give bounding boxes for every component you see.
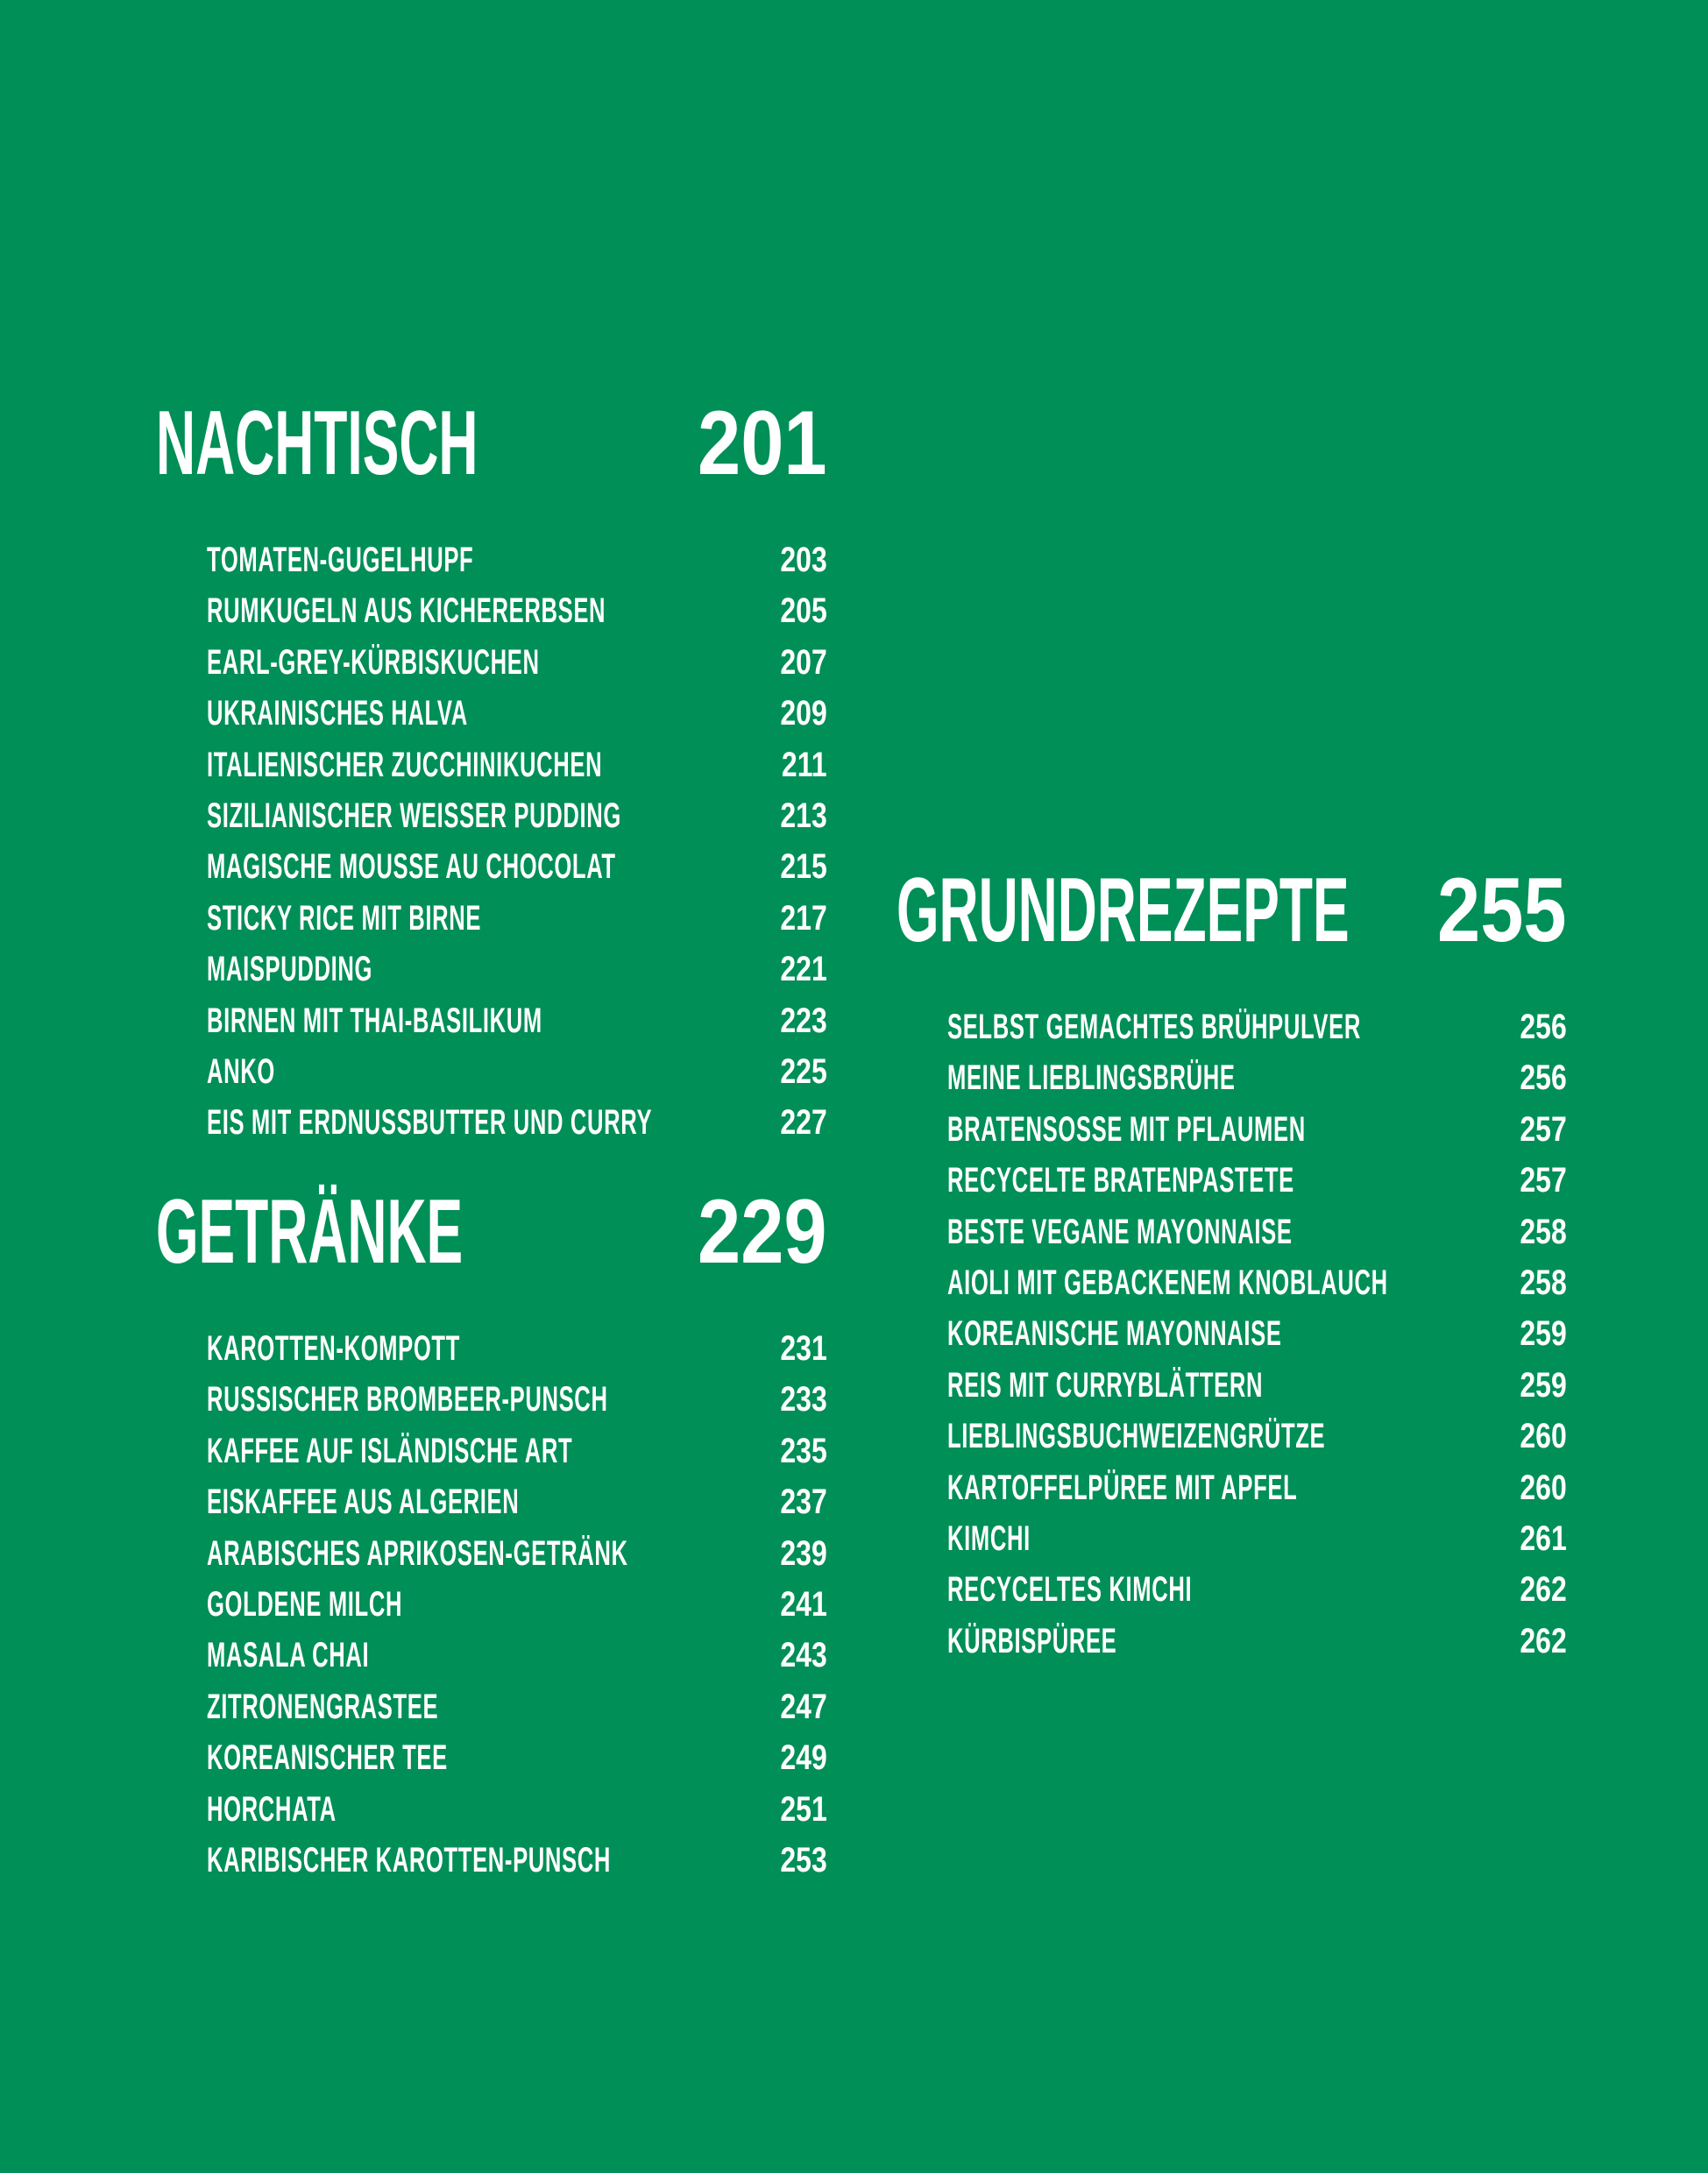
toc-entry[interactable]	[207, 790, 827, 841]
toc-entry-title: MASALA CHAI	[207, 1636, 370, 1675]
toc-entry-title: BIRNEN MIT THAI-BASILIKUM	[207, 1001, 542, 1040]
toc-entry-title: SELBST GEMACHTES BRÜHPULVER	[947, 1008, 1361, 1046]
toc-entry-page: 239	[780, 1533, 827, 1573]
toc-entry-page: 203	[780, 541, 827, 579]
toc-entry[interactable]	[207, 995, 827, 1046]
toc-entry[interactable]	[207, 740, 827, 790]
toc-entry-page: 259	[1520, 1365, 1567, 1405]
toc-entry-title: KAROTTEN-KOMPOTT	[207, 1329, 460, 1368]
toc-entry-page: 256	[1520, 1058, 1567, 1098]
section-title: NACHTISCH	[156, 393, 478, 494]
toc-entry[interactable]	[947, 1462, 1567, 1513]
toc-entry[interactable]	[207, 1476, 827, 1527]
toc-entry-page: 237	[780, 1483, 827, 1522]
toc-entry[interactable]	[947, 1616, 1567, 1667]
section-grundrezepte	[897, 858, 1567, 1667]
toc-entry[interactable]	[207, 1630, 827, 1681]
toc-entry-page: 215	[780, 847, 827, 887]
toc-list	[156, 1323, 827, 1886]
toc-entry-page: 235	[780, 1431, 827, 1470]
toc-entry-title: REIS MIT CURRYBLÄTTERN	[947, 1365, 1264, 1405]
toc-entry-page: 257	[1520, 1161, 1567, 1200]
toc-entry-page: 225	[780, 1051, 827, 1091]
toc-entry[interactable]	[207, 1097, 827, 1148]
toc-entry[interactable]	[947, 1052, 1567, 1103]
toc-entry[interactable]	[947, 1564, 1567, 1615]
toc-entry-page: 262	[1520, 1570, 1567, 1610]
section-page-number: 229	[698, 1181, 827, 1283]
toc-entry[interactable]	[947, 1002, 1567, 1052]
section-title: GETRÄNKE	[156, 1181, 464, 1283]
toc-entry-title: RUSSISCHER BROMBEER-PUNSCH	[207, 1380, 608, 1419]
toc-entry-title: RECYCELTE BRATENPASTETE	[947, 1161, 1294, 1200]
toc-entry[interactable]	[947, 1411, 1567, 1462]
toc-entry-title: KARTOFFELPÜREE MIT APFEL	[947, 1468, 1298, 1507]
toc-entry-title: BESTE VEGANE MAYONNAISE	[947, 1212, 1293, 1251]
toc-entry-title: UKRAINISCHES HALVA	[207, 694, 468, 733]
toc-entry[interactable]	[947, 1207, 1567, 1257]
toc-entry-title: MEINE LIEBLINGSBRÜHE	[947, 1058, 1236, 1098]
toc-entry-title: MAISPUDDING	[207, 950, 373, 989]
section-getraenke	[156, 1179, 827, 1886]
toc-entry[interactable]	[207, 1426, 827, 1476]
toc-entry-title: MAGISCHE MOUSSE AU CHOCOLAT	[207, 847, 616, 887]
toc-list	[156, 534, 827, 1149]
toc-entry-page: 233	[780, 1380, 827, 1419]
toc-entry-title: EISKAFFEE AUS ALGERIEN	[207, 1483, 520, 1522]
toc-entry-page: 213	[780, 796, 827, 835]
toc-entry-page: 256	[1520, 1008, 1567, 1046]
section-heading	[897, 858, 1567, 963]
toc-entry[interactable]	[207, 1374, 827, 1425]
toc-entry-page: 211	[782, 745, 827, 784]
toc-entry-page: 258	[1520, 1263, 1567, 1302]
toc-entry[interactable]	[207, 1323, 827, 1374]
toc-entry[interactable]	[207, 1732, 827, 1783]
toc-entry[interactable]	[207, 1835, 827, 1886]
toc-entry[interactable]	[947, 1360, 1567, 1411]
toc-entry-page: 209	[780, 694, 827, 733]
toc-entry-page: 221	[780, 950, 827, 989]
toc-entry-page: 247	[780, 1687, 827, 1726]
toc-entry-title: SIZILIANISCHER WEISSER PUDDING	[207, 796, 621, 835]
toc-entry-title: ARABISCHES APRIKOSEN-GETRÄNK	[207, 1533, 628, 1573]
toc-entry-page: 249	[780, 1738, 827, 1778]
toc-entry[interactable]	[207, 1784, 827, 1835]
toc-entry[interactable]	[947, 1155, 1567, 1206]
toc-entry[interactable]	[207, 688, 827, 739]
toc-entry-title: KAFFEE AUF ISLÄNDISCHE ART	[207, 1431, 573, 1470]
toc-entry[interactable]	[207, 585, 827, 636]
toc-entry-title: ZITRONENGRASTEE	[207, 1687, 439, 1726]
toc-entry[interactable]	[207, 1046, 827, 1097]
toc-entry[interactable]	[207, 534, 827, 585]
section-heading	[156, 391, 827, 496]
toc-list	[897, 1002, 1567, 1667]
toc-entry-title: ANKO	[207, 1051, 275, 1091]
toc-entry[interactable]	[947, 1308, 1567, 1359]
toc-entry-page: 207	[780, 642, 827, 682]
toc-entry[interactable]	[947, 1257, 1567, 1308]
section-nachtisch	[156, 391, 827, 1149]
toc-entry-title: KARIBISCHER KAROTTEN-PUNSCH	[207, 1840, 612, 1879]
toc-entry-title: HORCHATA	[207, 1789, 337, 1829]
toc-entry-page: 241	[780, 1584, 827, 1624]
toc-entry-title: STICKY RICE MIT BIRNE	[207, 898, 482, 938]
toc-entry-title: KÜRBISPÜREE	[947, 1621, 1117, 1660]
toc-entry-page: 223	[780, 1001, 827, 1040]
toc-entry-title: GOLDENE MILCH	[207, 1584, 403, 1624]
toc-entry-title: KOREANISCHE MAYONNAISE	[947, 1314, 1282, 1354]
toc-entry-title: EARL-GREY-KÜRBISKUCHEN	[207, 642, 540, 682]
toc-entry-title: TOMATEN-GUGELHUPF	[207, 541, 474, 579]
toc-entry-page: 217	[780, 898, 827, 938]
toc-entry-title: RECYCELTES KIMCHI	[947, 1570, 1193, 1610]
toc-entry-page: 257	[1520, 1109, 1567, 1149]
toc-entry-page: 243	[780, 1636, 827, 1675]
toc-entry[interactable]	[207, 841, 827, 892]
toc-entry-title: EIS MIT ERDNUSSBUTTER UND CURRY	[207, 1103, 653, 1143]
toc-entry[interactable]	[947, 1104, 1567, 1155]
toc-entry-page: 205	[780, 591, 827, 631]
toc-entry[interactable]	[207, 1681, 827, 1732]
toc-entry-title: AIOLI MIT GEBACKENEM KNOBLAUCH	[947, 1263, 1388, 1302]
toc-entry[interactable]	[947, 1513, 1567, 1564]
toc-entry[interactable]	[207, 944, 827, 994]
toc-entry-page: 260	[1520, 1468, 1567, 1507]
toc-entry-page: 251	[780, 1789, 827, 1829]
section-heading	[156, 1179, 827, 1285]
toc-entry-page: 259	[1520, 1314, 1567, 1354]
toc-entry-page: 260	[1520, 1417, 1567, 1456]
toc-entry[interactable]	[207, 637, 827, 688]
toc-entry-title: KOREANISCHER TEE	[207, 1738, 448, 1778]
toc-entry-page: 231	[780, 1329, 827, 1368]
toc-entry-page: 262	[1520, 1621, 1567, 1660]
toc-entry[interactable]	[207, 1528, 827, 1579]
section-title: GRUNDREZEPTE	[897, 860, 1350, 961]
toc-entry[interactable]	[207, 1579, 827, 1630]
toc-entry-title: RUMKUGELN AUS KICHERERBSEN	[207, 591, 606, 631]
toc-entry-page: 261	[1520, 1518, 1567, 1558]
toc-entry-title: ITALIENISCHER ZUCCHINIKUCHEN	[207, 745, 603, 784]
section-page-number: 255	[1437, 860, 1567, 961]
toc-entry-page: 258	[1520, 1212, 1567, 1251]
section-page-number: 201	[698, 393, 827, 494]
toc-entry-title: LIEBLINGSBUCHWEIZENGRÜTZE	[947, 1417, 1326, 1456]
toc-entry-page: 253	[780, 1840, 827, 1879]
toc-entry-page: 227	[780, 1103, 827, 1143]
toc-entry-title: KIMCHI	[947, 1518, 1031, 1558]
toc-entry-title: BRATENSOSSE MIT PFLAUMEN	[947, 1109, 1306, 1149]
toc-entry[interactable]	[207, 893, 827, 944]
